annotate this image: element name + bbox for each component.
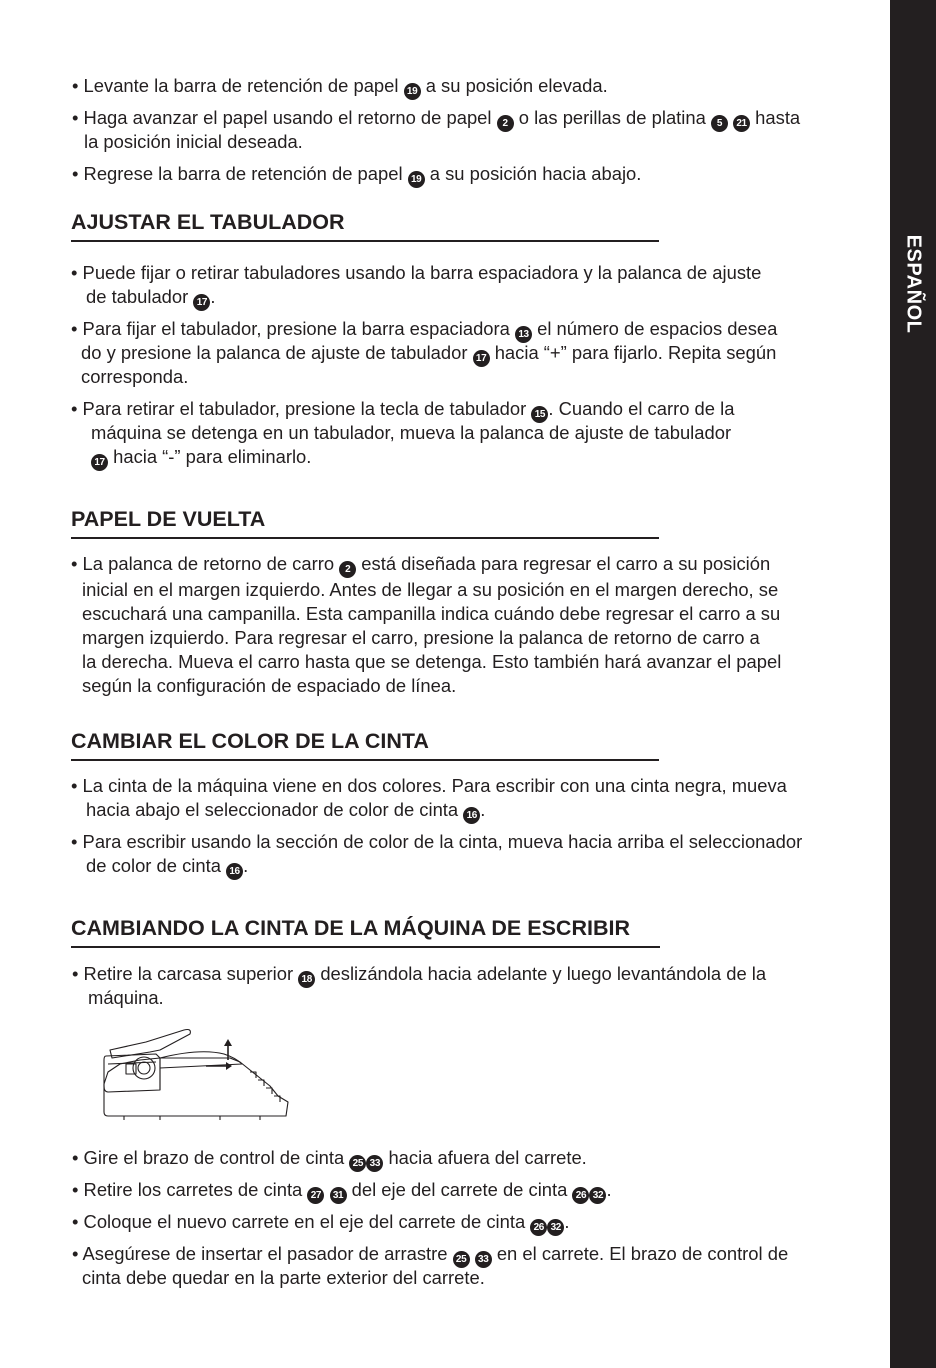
body-line: • La cinta de la máquina viene en dos colores. Para escribir con una cinta negra, mueva: [71, 775, 787, 796]
body-line: máquina.: [88, 987, 164, 1008]
body-line: • Gire el brazo de control de cinta 25 33 hacia afuera del carrete.: [72, 1146, 587, 1172]
callout-badge: 18: [298, 971, 315, 988]
body-line: de tabulador 17 .: [86, 285, 216, 311]
callout-badge: 13: [515, 326, 532, 343]
callout-badge: 2: [497, 115, 514, 132]
callout-badge: 31: [330, 1187, 347, 1204]
body-line: • Retire la carcasa superior 18 deslizándola hacia adelante y luego levantándola de la: [72, 962, 766, 988]
callout-badge: 15: [531, 406, 548, 423]
section-heading-cambiando-cinta: CAMBIANDO LA CINTA DE LA MÁQUINA DE ESCRIBIR: [71, 916, 630, 940]
callout-badge: 19: [404, 83, 421, 100]
body-line: inicial en el margen izquierdo. Antes de llegar a su posición en el margen derecho, se: [82, 579, 779, 600]
callout-badge: 17: [473, 350, 490, 367]
body-line: • La palanca de retorno de carro 2 está diseñada para regresar el carro a su posición: [71, 552, 770, 578]
section-heading-color-cinta: CAMBIAR EL COLOR DE LA CINTA: [71, 729, 429, 753]
heading-rule: [71, 946, 660, 948]
callout-badge: 26: [530, 1219, 547, 1236]
callout-badge: 25: [349, 1155, 366, 1172]
heading-rule: [71, 759, 659, 761]
typewriter-cover-illustration: [100, 1020, 292, 1120]
language-tab-label: ESPAÑOL: [902, 234, 925, 334]
body-line: cinta debe quedar en la parte exterior del carrete.: [82, 1267, 485, 1288]
body-line: hacia abajo el seleccionador de color de cinta 16 .: [86, 798, 485, 824]
body-line: la derecha. Mueva el carro hasta que se detenga. Esto también hará avanzar el papel: [82, 651, 782, 672]
section-heading-papel: PAPEL DE VUELTA: [71, 507, 266, 531]
callout-badge: 32: [547, 1219, 564, 1236]
body-line: • Asegúrese de insertar el pasador de arrastre 25 33 en el carrete. El brazo de control de: [72, 1242, 788, 1268]
language-side-tab: [890, 0, 936, 1368]
body-line: • Para escribir usando la sección de color de la cinta, mueva hacia arriba el seleccionador: [71, 831, 803, 852]
body-line: • Para fijar el tabulador, presione la barra espaciadora 13 el número de espacios desea: [71, 317, 777, 343]
body-line: • Para retirar el tabulador, presione la tecla de tabulador 15 . Cuando el carro de la: [71, 397, 734, 423]
body-line: según la configuración de espaciado de línea.: [82, 675, 457, 696]
body-line: corresponda.: [81, 366, 189, 387]
body-line: • Coloque el nuevo carrete en el eje del carrete de cinta 26 32 .: [72, 1210, 569, 1236]
callout-badge: 26: [572, 1187, 589, 1204]
body-line: de color de cinta 16 .: [86, 854, 248, 880]
body-line: máquina se detenga en un tabulador, mueva la palanca de ajuste de tabulador: [91, 422, 732, 443]
heading-rule: [71, 240, 659, 242]
body-line: do y presione la palanca de ajuste de tabulador 17 hacia “+” para fijarlo. Repita según: [81, 341, 776, 367]
body-line: escuchará una campanilla. Esta campanilla indica cuándo debe regresar el carro a su: [82, 603, 781, 624]
callout-badge: 5: [711, 115, 728, 132]
intro-line-4: • Regrese la barra de retención de papel 19 a su posición hacia abajo.: [72, 162, 641, 188]
callout-badge: 16: [463, 807, 480, 824]
callout-badge: 33: [366, 1155, 383, 1172]
body-line: • Puede fijar o retirar tabuladores usando la barra espaciadora y la palanca de ajuste: [71, 262, 762, 283]
callout-badge: 19: [408, 171, 425, 188]
callout-badge: 33: [475, 1251, 492, 1268]
callout-badge: 21: [733, 115, 750, 132]
callout-badge: 27: [307, 1187, 324, 1204]
intro-line-3: la posición inicial deseada.: [84, 131, 303, 152]
intro-line-2: • Haga avanzar el papel usando el retorno de papel 2 o las perillas de platina 5 21 hasta: [72, 106, 800, 132]
body-line: • Retire los carretes de cinta 27 31 del eje del carrete de cinta 26 32 .: [72, 1178, 612, 1204]
heading-rule: [71, 537, 659, 539]
callout-badge: 2: [339, 561, 356, 578]
body-line: margen izquierdo. Para regresar el carro, presione la palanca de retorno de carro a: [82, 627, 760, 648]
callout-badge: 17: [193, 294, 210, 311]
callout-badge: 17: [91, 454, 108, 471]
callout-badge: 16: [226, 863, 243, 880]
intro-line-1: • Levante la barra de retención de papel 19 a su posición elevada.: [72, 74, 608, 100]
callout-badge: 25: [453, 1251, 470, 1268]
body-line: 17 hacia “-” para eliminarlo.: [91, 445, 311, 471]
callout-badge: 32: [589, 1187, 606, 1204]
section-heading-tabulador: AJUSTAR EL TABULADOR: [71, 210, 345, 234]
